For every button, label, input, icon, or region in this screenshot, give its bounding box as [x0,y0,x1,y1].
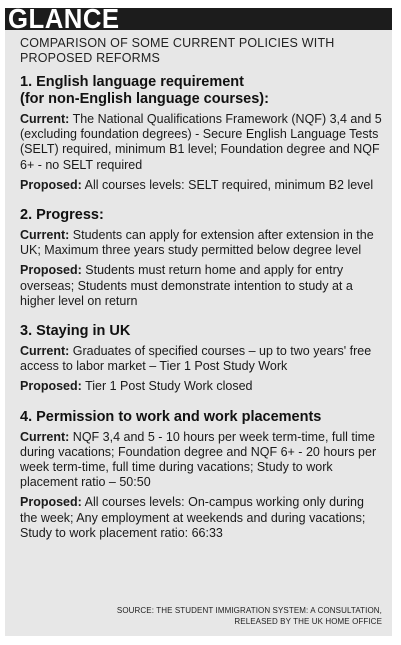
section-permission-to-work [20,409,382,541]
glance-panel [5,3,392,636]
proposed-policy [20,178,382,193]
current-policy [20,430,382,491]
section-title: 3. Staying in UK [20,323,131,340]
current-label: Current: [20,344,70,359]
subtitle: COMPARISON OF SOME CURRENT POLICIES WITH PROPOSED REFORMS [20,36,335,65]
proposed-text: Students must return home and apply for entry overseas; Students must demonstrate intention to study at a higher level on return [20,263,353,308]
proposed-text: All courses levels: On-campus working only during the week; Any employment at weekends and during vacations; Study to work placement ratio: 66:33 [20,495,366,540]
current-text: The National Qualifications Framework (NQF) 3,4 and 5 (excluding foundation degrees) - Secure English Language Tests (SELT) required, minimum B1 level; Foundation degree and NQF 6+ - no SELT required [20,112,382,172]
proposed-label: Proposed: [20,495,82,510]
proposed-policy [20,263,382,309]
section-progress [20,207,382,309]
current-label: Current: [20,228,70,243]
current-policy [20,344,382,374]
header-title: GLANCE [8,3,120,34]
current-text: NQF 3,4 and 5 - 10 hours per week term-time, full time during vacations; Foundation degree and NQF 6+ - 20 hours per week term-time, full time during vacations; Study to work placement ratio – 50:50 [20,429,377,490]
section-staying-in-uk [20,323,382,395]
section-title: 4. Permission to work and work placements [20,408,322,425]
section-title-line: 1. English language requirement [20,74,244,90]
proposed-label: Proposed: [20,177,82,192]
source-line: SOURCE: THE STUDENT IMMIGRATION SYSTEM: A CONSULTATION, [116,606,382,615]
section-title [20,74,382,108]
section-english-language [20,74,382,193]
header-bar [5,3,392,34]
proposed-policy [20,495,382,541]
source-line: RELEASED BY THE UK HOME OFFICE [234,617,382,626]
current-policy [20,228,382,258]
current-text: Graduates of specified courses – up to two years' free access to labor market – Tier 1 Post Study Work [20,344,372,374]
content [20,74,382,555]
source-note [12,605,382,627]
proposed-label: Proposed: [20,263,82,278]
proposed-text: All courses levels: SELT required, minimum B2 level [84,177,374,192]
section-title: 2. Progress: [20,207,104,224]
proposed-label: Proposed: [20,379,82,394]
current-policy [20,112,382,173]
current-label: Current: [20,112,70,126]
current-label: Current: [20,429,70,444]
proposed-policy [20,379,382,394]
section-title-line: (for non-English language courses): [20,91,269,107]
proposed-text: Tier 1 Post Study Work closed [85,379,253,394]
current-text: Students can apply for extension after extension in the UK; Maximum three years study permitted below degree level [20,228,374,258]
